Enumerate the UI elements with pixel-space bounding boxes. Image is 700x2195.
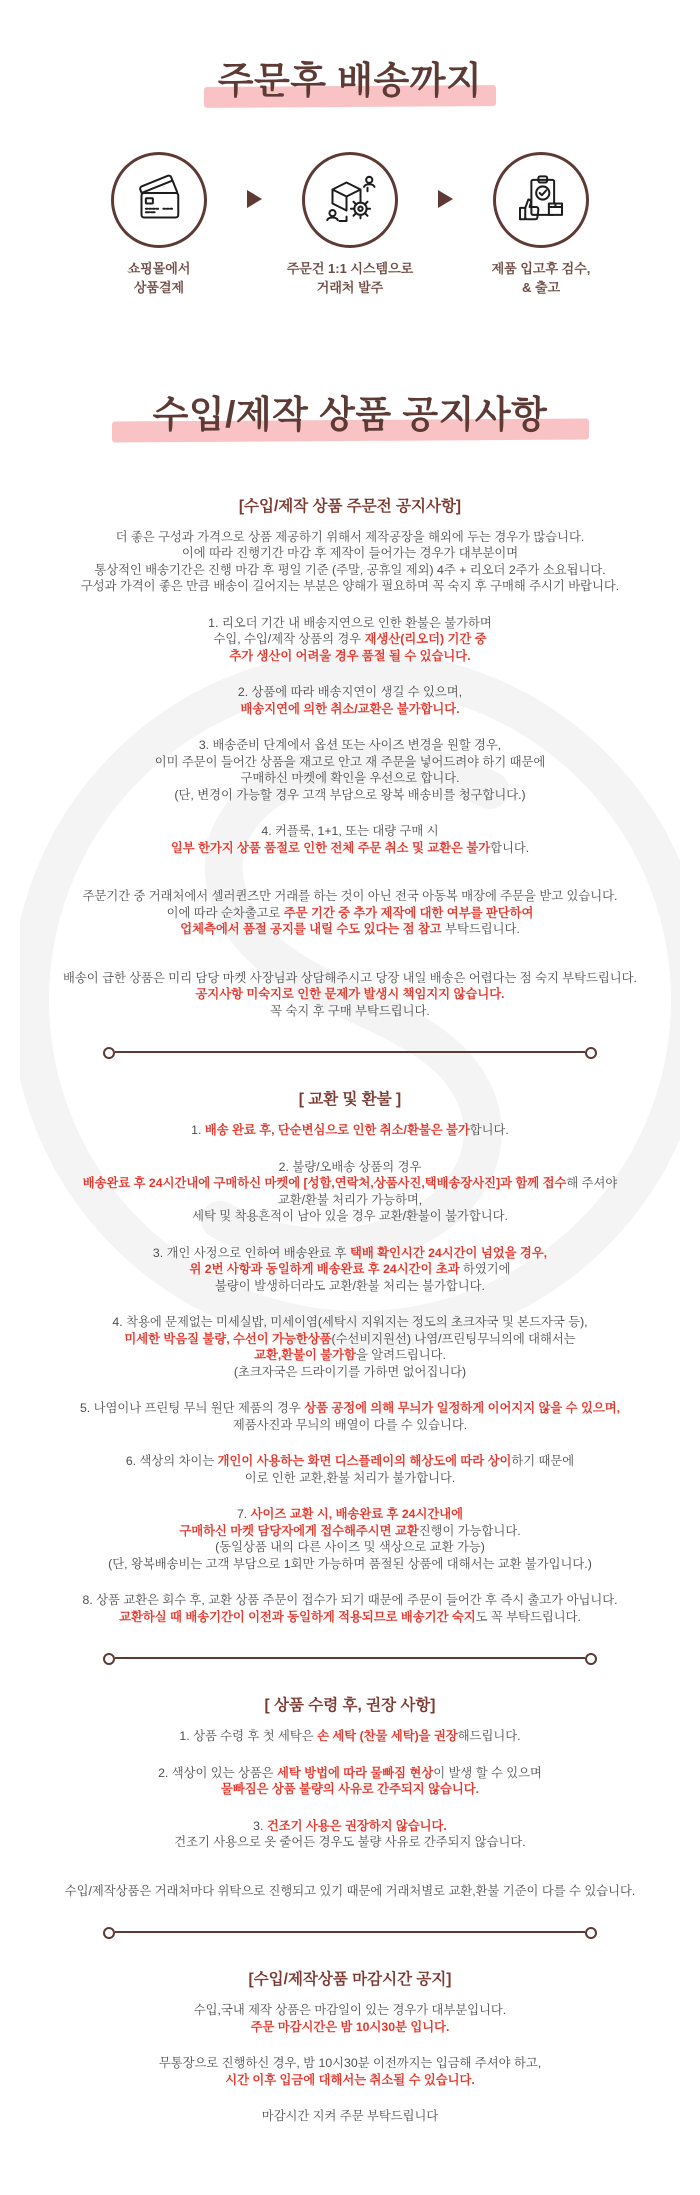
page-title-text: 주문후 배송까지 [214,50,486,104]
notice-line [0,1781,700,1798]
notice-line [0,529,700,546]
notice-text: 수입, 수입/제작 상품의 경우 [213,632,365,647]
notice-text-emphasis: 상품 공정에 의해 무늬가 일정하게 이어지지 않을 수 있으며, [304,1401,621,1416]
notice-text: 이 발생 할 수 있으며 [433,1765,542,1780]
notice-line [0,754,700,771]
step-label-line: 제품 입고후 검수, [491,261,591,276]
section-header: [수입/제작 상품 주문전 공지사항] [238,497,462,515]
notice-line [0,2108,700,2125]
notice-text-emphasis: 위 2번 사항과 동일하게 배송완료 후 24시간이 초과 [189,1262,460,1277]
notice-line [0,1192,700,1209]
notice-text: (수선비지원선) 나염/프린팅무늬의에 대해서는 [331,1331,576,1346]
notice-text-emphasis: 공지사항 미숙지로 인한 문제가 발생시 책임지지 않습니다. [195,987,505,1002]
notice-text: (단, 변경이 가능할 경우 고객 부담으로 왕복 배송비를 청구합니다.) [174,787,526,802]
notice-line [0,1539,700,1556]
notice-text-emphasis: 교환,환불이 불가함 [254,1348,356,1363]
step-payment [71,152,247,298]
notice-line [0,986,700,1003]
notice-text: 불량이 발생하더라도 교환/환불 처리는 불가합니다. [215,1278,485,1293]
step-label-line: 주문건 1:1 시스템으로 [286,261,414,276]
notice-title-text: 수입/제작 상품 공지사항 [149,384,552,438]
notice-text-emphasis: 배송완료 후 24시간내에 구매하신 마켓에 [성함,연락처,상품사진,택배송장사진]과 함께 접수 [82,1176,567,1191]
notice-line [0,1417,700,1434]
notice-line [0,1364,700,1381]
notice-text-emphasis: 배송지연에 의한 취소/교환은 불가합니다. [240,701,460,716]
notice-paragraph [0,2002,700,2035]
notice-text: 이미 주문이 들어간 상품을 재고로 안고 재 주문을 넣어드려야 하기 때문에 [154,754,546,769]
notice-line [0,787,700,804]
notice-text-emphasis: 세탁 방법에 따라 물빠짐 현상 [277,1765,434,1780]
notice-text: 4. 착용에 문제없는 미세실밥, 미세이염(세탁시 지워지는 정도의 초크자국 및 본드자국 등), [112,1315,588,1330]
section-exchange-refund [0,1087,700,1625]
notice-text: 도 꼭 부탁드립니다. [475,1609,581,1624]
notice-paragraph [0,1159,700,1225]
notice-line [0,2055,700,2072]
section-body [0,529,700,1020]
notice-text: 하기 때문에 [511,1454,575,1469]
notice-line [0,1834,700,1851]
notice-paragraph [0,970,700,1020]
section-preorder-notice [0,494,700,1020]
notice-text: (초크자국은 드라이기를 가하면 없어집니다) [233,1364,467,1379]
notice-text: 합니다. [490,840,530,855]
notice-line [0,648,700,665]
notice-text: 1. 상품 수령 후 첫 세탁은 [179,1729,318,1744]
notice-text-emphasis: 개인이 사용하는 화면 디스플레이의 해상도에 따라 상이 [217,1454,512,1469]
notice-text: 2. 불량/오배송 상품의 경우 [278,1159,422,1174]
notice-paragraph [0,1245,700,1295]
notice-line [0,684,700,701]
notice-text: 2. 상품에 따라 배송지연이 생길 수 있으며, [237,685,463,700]
notice-line [0,1592,700,1609]
section-divider [115,1931,585,1933]
section-header: [ 상품 수령 후, 권장 사항] [264,1697,436,1715]
section-header: [수입/제작상품 마감시간 공지] [248,1971,452,1989]
notice-paragraph [0,823,700,856]
notice-text: 무통장으로 진행하신 경우, 밤 10시30분 이전까지는 입금해 주셔야 하고, [158,2056,542,2071]
step-label-line: & 출고 [521,279,561,295]
notice-text-emphasis: 손 세탁 (찬물 세탁)을 권장 [317,1729,458,1744]
notice-title [0,384,700,438]
notice-paragraph [0,2108,700,2125]
notice-text-emphasis: 업체측에서 품절 공지를 내릴 수도 있다는 점 참고 [180,922,446,937]
notice-text-emphasis: 일부 한가지 상품 품절로 인한 전체 주문 취소 및 교환은 불가 [170,840,491,855]
inspection-shipping-icon [493,152,589,248]
notice-line [0,823,700,840]
notice-text: 마감시간 지켜 주문 부탁드립니다 [261,2109,439,2124]
notice-paragraph [0,529,700,595]
notice-text-emphasis: 건조기 사용은 권장하지 않습니다. [266,1818,447,1833]
notice-line [0,1314,700,1331]
notice-text: 건조기 사용으로 옷 줄어든 경우도 불량 사유로 간주되지 않습니다. [174,1835,526,1850]
notice-text-emphasis: 주문 마감시간은 밤 10시30분 입니다. [250,2019,450,2034]
section-body [0,2002,700,2125]
notice-text: 구성과 가격이 좋은 만큼 배송이 길어지는 부분은 양해가 필요하며 꼭 숙지 후 구매해 주시기 바랍니다. [80,579,620,594]
notice-paragraph [0,1506,700,1572]
notice-text: 배송이 급한 상품은 미리 담당 마켓 사장님과 상담해주시고 당장 내일 배송은 어렵다는 점 숙지 부탁드립니다. [63,970,637,985]
notice-text: 더 좋은 구성과 가격으로 상품 제공하기 위해서 제작공장을 해외에 두는 경우가 많습니다. [115,529,585,544]
notice-paragraph [0,1592,700,1625]
notice-text-emphasis: 교환하실 때 배송기간이 이전과 동일하게 적용되므로 배송기간 숙지 [119,1609,476,1624]
credit-card-icon [111,152,207,248]
notice-line [0,578,700,595]
notice-text: 제품사진과 무늬의 배열이 다를 수 있습니다. [232,1417,468,1432]
notice-line [0,2072,700,2089]
notice-text: 하였기에 [459,1262,511,1277]
notice-line [0,1278,700,1295]
notice-line [0,1506,700,1523]
notice-line [0,1765,700,1782]
notice-text-emphasis: 배송 완료 후, 단순변심으로 인한 취소/환불은 불가 [204,1123,470,1138]
order-flow [0,152,700,298]
notice-text: 세탁 및 착용흔적이 남아 있을 경우 교환/환불이 불가합니다. [192,1209,508,1224]
notice-text: 7. [236,1507,251,1522]
notice-line [0,1159,700,1176]
notice-line [0,1400,700,1417]
notice-text: 이에 따라 순차출고로 [166,905,284,920]
notice-text: 구매하신 마켓에 확인을 우선으로 합니다. [240,771,460,786]
notice-line [0,701,700,718]
notice-line [0,1609,700,1626]
notice-line [0,545,700,562]
notice-line [0,1003,700,1020]
step-label-line: 거래처 발주 [316,279,384,295]
notice-line [0,1261,700,1278]
notice-text: 수입,국내 제작 상품은 마감일이 있는 경우가 대부분입니다. [193,2003,507,2018]
notice-text: 2. 색상이 있는 상품은 [158,1765,278,1780]
notice-line [0,1883,700,1900]
section-deadline-notice [0,1967,700,2125]
notice-paragraph [0,1314,700,1380]
notice-text: 꼭 숙지 후 구매 부탁드립니다. [270,1003,430,1018]
notice-line [0,1175,700,1192]
notice-line [0,615,700,632]
notice-text: 수입/제작상품은 거래처마다 위탁으로 진행되고 있기 때문에 거래처별로 교환,환불 기준이 다를 수 있습니다. [64,1883,636,1898]
section-body [0,1728,700,1899]
notice-text: 이에 따라 진행기간 마감 후 제작이 들어가는 경우가 대부분이며 [181,546,519,561]
step-ordering-label [287,260,413,298]
notice-line [0,840,700,857]
notice-text: 이로 인한 교환,환불 처리가 불가합니다. [244,1470,456,1485]
notice-text-emphasis: 추가 생산이 어려울 경우 품절 될 수 있습니다. [229,648,471,663]
notice-text-emphasis: 주문 기간 중 추가 제작에 대한 여부를 판단하여 [283,905,534,920]
notice-line [0,562,700,579]
notice-text: 4. 커플룩, 1+1, 또는 대량 구매 시 [261,824,439,839]
step-inspection [453,152,629,298]
notice-paragraph [0,1883,700,1900]
notice-line [0,1245,700,1262]
notice-line [0,770,700,787]
step-label-line: 쇼핑몰에서 [127,261,191,276]
notice-text: 1. 리오더 기간 내 배송지연으로 인한 환불은 불가하며 [208,615,492,630]
section-divider [115,1657,585,1659]
notice-text: 을 알려드립니다. [355,1348,446,1363]
notice-text-emphasis: 재생산(리오더) 기간 중 [364,632,487,647]
notice-line [0,2019,700,2036]
notice-line [0,970,700,987]
notice-line [0,905,700,922]
notice-text: 8. 상품 교환은 회수 후, 교환 상품 주문이 접수가 되기 때문에 주문이 들어간 후 즉시 출고가 아닙니다. [82,1593,618,1608]
notice-paragraph [0,1122,700,1139]
step-payment-label [128,260,191,298]
notice-line [0,1208,700,1225]
step-ordering [262,152,438,298]
notice-paragraph [0,1453,700,1486]
notice-line [0,1818,700,1835]
notice-line [0,1347,700,1364]
step-inspection-label [492,260,591,298]
notice-text: 교환/환불 처리가 가능하며, [277,1192,423,1207]
notice-line [0,1331,700,1348]
notice-paragraph [0,737,700,803]
notice-paragraph [0,1765,700,1798]
notice-line [0,888,700,905]
arrow-right-icon [247,190,262,208]
notice-paragraph [0,1728,700,1745]
notice-text: 3. 개인 사정으로 인하여 배송완료 후 [152,1245,350,1260]
notice-text: 합니다. [469,1123,509,1138]
notice-text: (동일상품 내의 다른 사이즈 및 색상으로 교환 가능) [215,1540,485,1555]
notice-text: 3. 배송준비 단계에서 옵션 또는 사이즈 변경을 원할 경우, [198,738,502,753]
notice-text-emphasis: 사이즈 교환 시, 배송완료 후 24시간내에 [250,1507,464,1522]
notice-text: 5. 나염이나 프린팅 무늬 원단 제품의 경우 [79,1401,305,1416]
notice-line [0,1453,700,1470]
notice-paragraph [0,2055,700,2088]
notice-text: 해 주셔야 [566,1176,618,1191]
notice-text-emphasis: 구매하신 마켓 담당자에게 접수해주시면 교환 [179,1523,419,1538]
notice-text-emphasis: 미세한 박음질 불량, 수선이 가능한상품 [124,1331,332,1346]
section-body [0,1122,700,1625]
notice-text-emphasis: 시간 이후 입금에 대해서는 취소될 수 있습니다. [225,2072,475,2087]
notice-text-emphasis: 택배 확인시간 24시간이 넘었을 경우, [349,1245,548,1260]
notice-text: 1. [191,1123,205,1138]
notice-text: 부탁드립니다. [445,922,520,937]
notice-line [0,1556,700,1573]
step-label-line: 상품결제 [133,279,185,295]
notice-text: 3. [253,1818,267,1833]
notice-text: 진행이 가능합니다. [418,1523,521,1538]
section-care-recommendation [0,1693,700,1899]
notice-line [0,1470,700,1487]
notice-text: (단, 왕복배송비는 고객 부담으로 1회만 가능하며 품절된 상품에 대해서는 교환 불가입니다.) [108,1556,592,1571]
notice-paragraph [0,615,700,665]
notice-line [0,737,700,754]
page-title [0,50,700,104]
arrow-right-icon [438,190,453,208]
notice-paragraph [0,684,700,717]
notice-paragraph [0,888,700,938]
notice-line [0,921,700,938]
notice-line [0,631,700,648]
section-header: [ 교환 및 환불 ] [298,1091,402,1109]
notice-text: 6. 색상의 차이는 [125,1454,218,1469]
notice-text: 해드립니다. [457,1729,521,1744]
section-divider [115,1051,585,1053]
notice-line [0,1728,700,1745]
notice-text: 주문기간 중 거래처에서 셀러퀸즈만 거래를 하는 것이 아닌 전국 아동복 매장에 주문을 받고 있습니다. [82,889,618,904]
notice-text-emphasis: 물빠짐은 상품 불량의 사유로 간주되지 않습니다. [220,1782,480,1797]
notice-paragraph [0,1400,700,1433]
notice-text: 통상적인 배송기간은 진행 마감 후 평일 기준 (주말, 공휴일 제외) 4주 + 리오더 2주가 소요됩니다. [94,562,606,577]
notice-line [0,2002,700,2019]
notice-line [0,1122,700,1139]
order-system-icon [302,152,398,248]
notice-paragraph [0,1818,700,1851]
notice-line [0,1523,700,1540]
